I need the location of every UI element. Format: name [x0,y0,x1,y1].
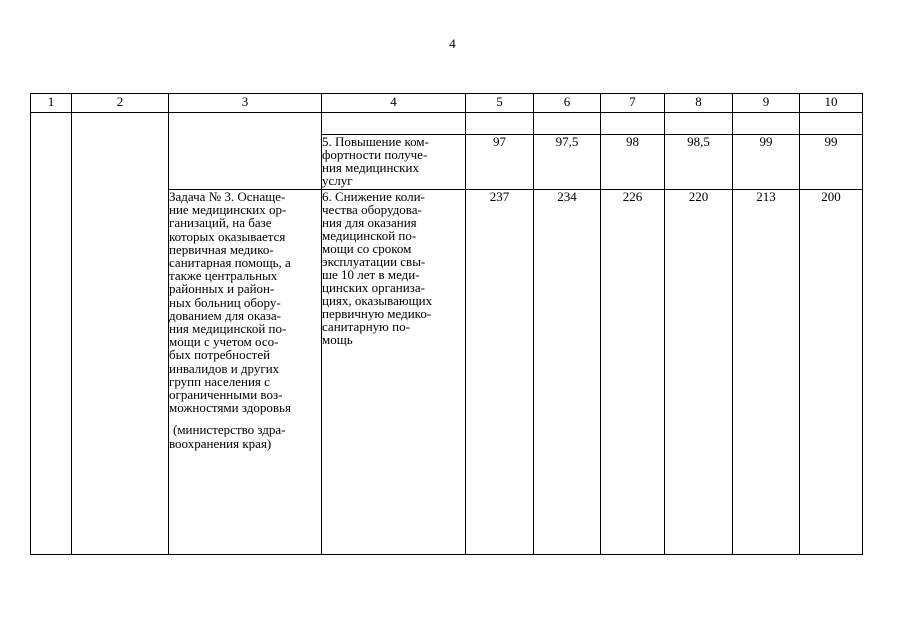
cell-col2 [72,113,169,555]
cell-col3-empty [169,113,322,190]
task-text: Задача № 3. Оснаще- ние медицинских ор- ганизаций, на базе которых оказывается первичная медико- санитарная помощь, а также центральных районных и район- ных больниц обору- дованием для оказа- ния медицинской по- мощи с учетом осо- бых потребностей инвалидов и других групп населения с ограниченными воз- можностями здоровья [169,189,291,416]
indicator-name: 5. Повышение ком- фортности получе- ния медицинских услуг [322,135,466,190]
indicator-value: 226 [601,190,665,555]
page-number: 4 [449,36,456,51]
column-header: 8 [665,94,733,113]
column-header: 2 [72,94,169,113]
indicator-name: 6. Снижение коли- чества оборудова- ния для оказания медицинской по- мощи со сроком эксплуатации свы- ше 10 лет в меди- цинских организа- циях, оказывающих первичную медико- санитарную по- мощь [322,190,466,555]
column-header: 1 [31,94,72,113]
task-responsible: (министерство здра- воохранения края) [169,422,286,451]
indicator-value: 220 [665,190,733,555]
indicator-value: 97 [466,135,534,190]
table-cell [534,113,601,135]
indicator-value: 213 [733,190,800,555]
indicator-value: 234 [534,190,601,555]
table-cell [665,113,733,135]
cell-col1 [31,113,72,555]
column-header: 4 [322,94,466,113]
column-header: 10 [800,94,863,113]
indicator-value: 237 [466,190,534,555]
column-header: 7 [601,94,665,113]
indicator-value: 97,5 [534,135,601,190]
indicator-value: 98,5 [665,135,733,190]
indicators-table [30,93,863,555]
column-header: 3 [169,94,322,113]
header-row [31,94,863,113]
table-cell [466,113,534,135]
indicator-value: 99 [733,135,800,190]
indicator-value: 99 [800,135,863,190]
table-cell [601,113,665,135]
column-header: 6 [534,94,601,113]
table-cell [800,113,863,135]
empty-row [31,113,863,135]
indicator-value: 200 [800,190,863,555]
table-cell [322,113,466,135]
indicator-value: 98 [601,135,665,190]
table-cell [733,113,800,135]
column-header: 5 [466,94,534,113]
column-header: 9 [733,94,800,113]
task-cell [169,190,322,555]
